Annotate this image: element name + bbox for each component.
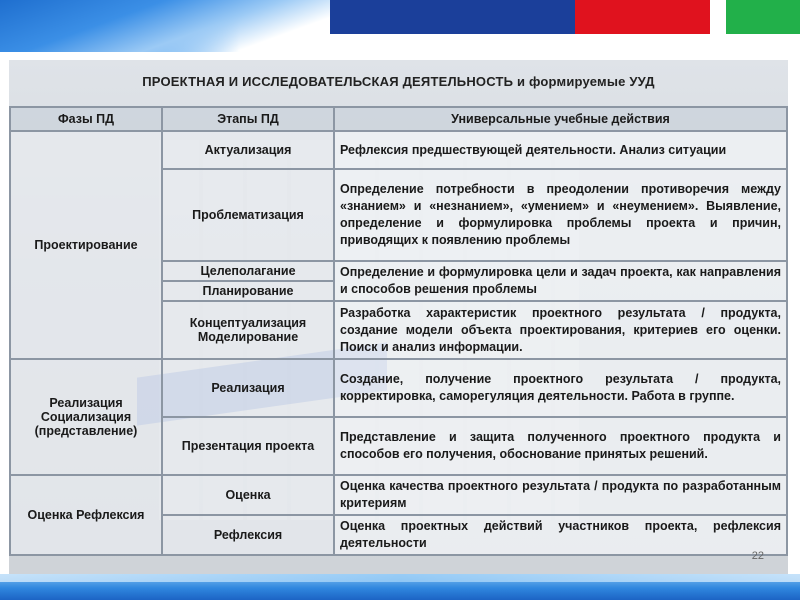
phase-cell: Оценка Рефлексия [10,475,162,555]
uud-cell: Создание, получение проектного результата / продукта, корректировка, саморегуляция деятельности. Работа в группе. [334,359,787,417]
header-stages: Этапы ПД [162,107,334,131]
activity-table [9,106,788,556]
uud-cell: Оценка проектных действий участников проекта, рефлексия деятельности [334,515,787,555]
uud-cell: Определение и формулировка цели и задач проекта, как направления и способов решения проблемы [334,261,787,301]
stage-cell: Оценка [162,475,334,515]
bottom-decor-band [0,574,800,600]
bottom-highlight [0,574,800,582]
red-bar-decor [575,0,710,34]
header-uud: Универсальные учебные действия [334,107,787,131]
wave-decor [0,0,330,52]
phase-cell: Проектирование [10,131,162,359]
table-row [10,475,787,515]
uud-cell: Определение потребности в преодолении противоречия между «знанием» и «незнанием», «умением» и «неумением». Выявление, определение и формулировка проблемы проекта и причин, приводящих к появлению проблемы [334,169,787,261]
stage-cell: Рефлексия [162,515,334,555]
stage-cell: Планирование [162,281,334,301]
phase-cell: Реализация Социализация (представление) [10,359,162,475]
stage-cell: Актуализация [162,131,334,169]
uud-cell: Представление и защита полученного проектного продукта и способов его получения, обоснование принятых решений. [334,417,787,475]
stage-cell: Реализация [162,359,334,417]
stage-cell: Проблематизация [162,169,334,261]
header-phases: Фазы ПД [10,107,162,131]
page-number: 22 [751,550,764,562]
uud-cell: Разработка характеристик проектного результата / продукта, создание модели объекта проектирования, критериев его оценки. Поиск и анализ информации. [334,301,787,359]
stage-cell: Презентация проекта [162,417,334,475]
green-bar-decor [726,0,800,34]
slide-title: ПРОЕКТНАЯ И ИССЛЕДОВАТЕЛЬСКАЯ ДЕЯТЕЛЬНОСТЬ и формируемые УУД [142,74,655,89]
stage-cell: Целеполагание [162,261,334,281]
table-row [10,359,787,417]
blue-bar-decor [330,0,575,34]
uud-cell: Оценка качества проектного результата / продукта по разработанным критериям [334,475,787,515]
stage-cell: Концептуализация Моделирование [162,301,334,359]
table-header-row [10,107,787,131]
content-panel [9,60,788,574]
table-row [10,131,787,169]
uud-cell: Рефлексия предшествующей деятельности. Анализ ситуации [334,131,787,169]
